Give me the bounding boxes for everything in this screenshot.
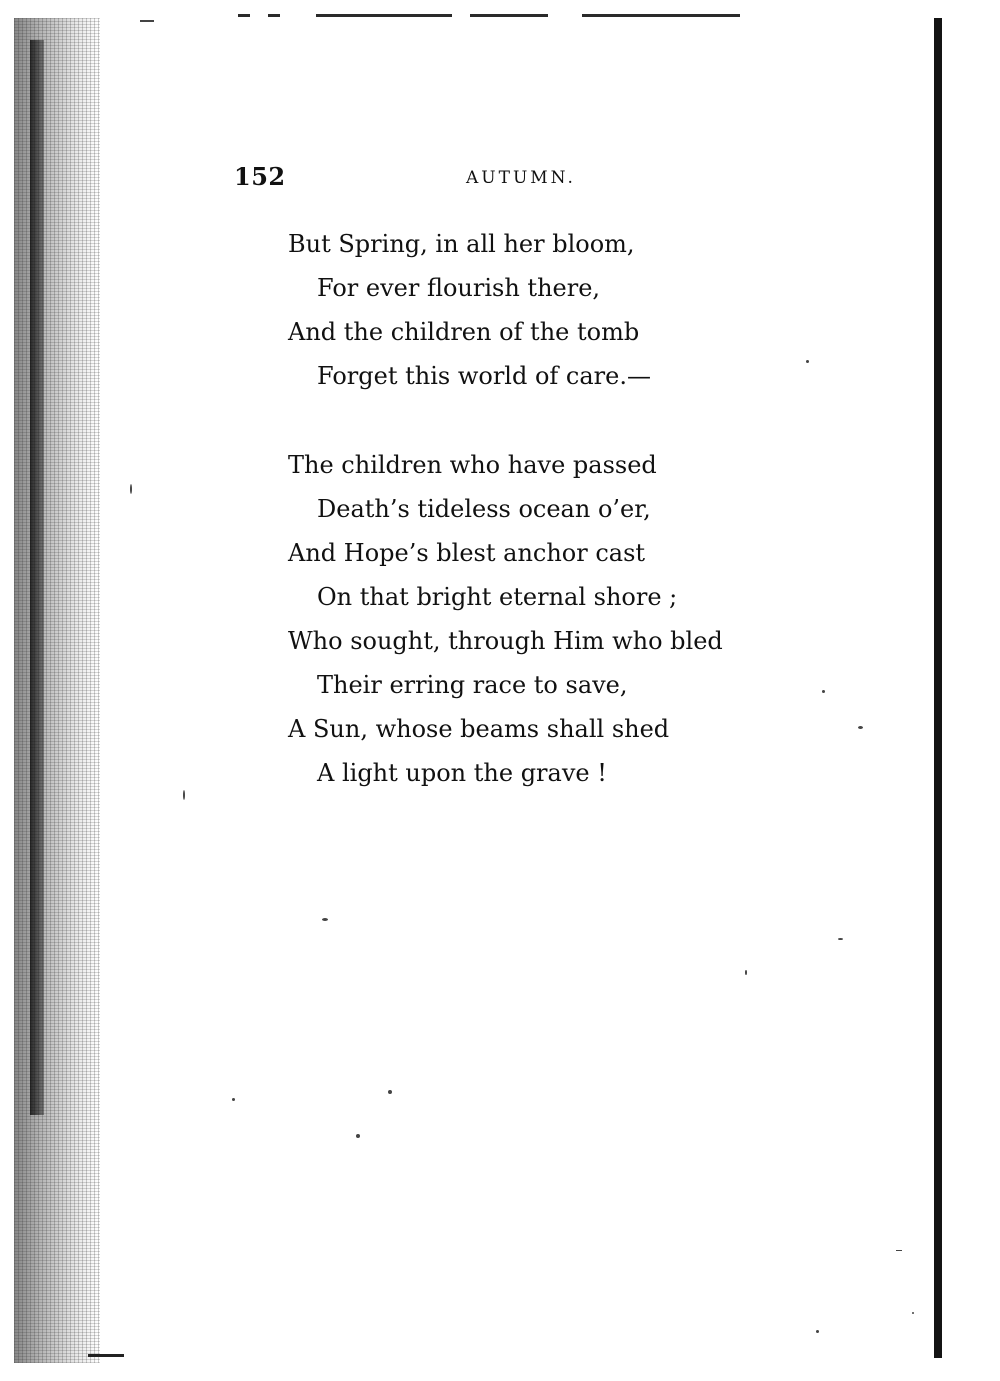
scan-speck: [745, 970, 747, 975]
scan-speck: [838, 938, 843, 940]
scan-speck: [356, 1134, 360, 1138]
poem-line: The children who have passed: [288, 451, 657, 479]
poem-line: Forget this world of care.—: [317, 362, 651, 390]
binding-shadow: [30, 40, 44, 1115]
scan-speck: [322, 918, 328, 921]
scan-speck: [896, 1250, 902, 1251]
corner-mark: [88, 1354, 124, 1357]
poem-line: For ever flourish there,: [317, 274, 601, 302]
scan-speck: [140, 20, 154, 22]
scan-speck: [816, 1330, 819, 1333]
stanza: [288, 222, 888, 398]
scan-mark: [470, 14, 548, 17]
poem-line: A Sun, whose beams shall shed: [288, 715, 670, 743]
scan-speck: [858, 726, 863, 729]
running-title: AUTUMN.: [466, 168, 576, 188]
scan-mark: [238, 14, 250, 17]
page-edge: [934, 18, 942, 1358]
scan-mark: [582, 14, 740, 17]
poem: [288, 222, 888, 840]
scan-mark: [268, 14, 280, 17]
running-head: [234, 162, 614, 196]
binding-gutter: [14, 18, 100, 1363]
poem-line: Who sought, through Him who bled: [288, 627, 723, 655]
scan-speck: [388, 1090, 392, 1094]
poem-line: Their erring race to save,: [317, 671, 628, 699]
poem-line: On that bright eternal shore ;: [317, 583, 678, 611]
poem-line: A light upon the grave !: [317, 759, 607, 787]
scan-speck: [806, 360, 809, 363]
scan-mark: [316, 14, 452, 17]
scan-speck: [822, 690, 825, 693]
scan-speck: [912, 1312, 914, 1314]
poem-line: And Hope’s blest anchor cast: [288, 539, 646, 567]
poem-line: And the children of the tomb: [288, 318, 640, 346]
scan-speck: [130, 484, 132, 494]
stanza: [288, 443, 888, 795]
scan-speck: [183, 790, 185, 800]
poem-line: But Spring, in all her bloom,: [288, 230, 635, 258]
page-number: 152: [234, 162, 286, 191]
poem-line: Death’s tideless ocean o’er,: [317, 495, 651, 523]
scan-speck: [232, 1098, 235, 1101]
